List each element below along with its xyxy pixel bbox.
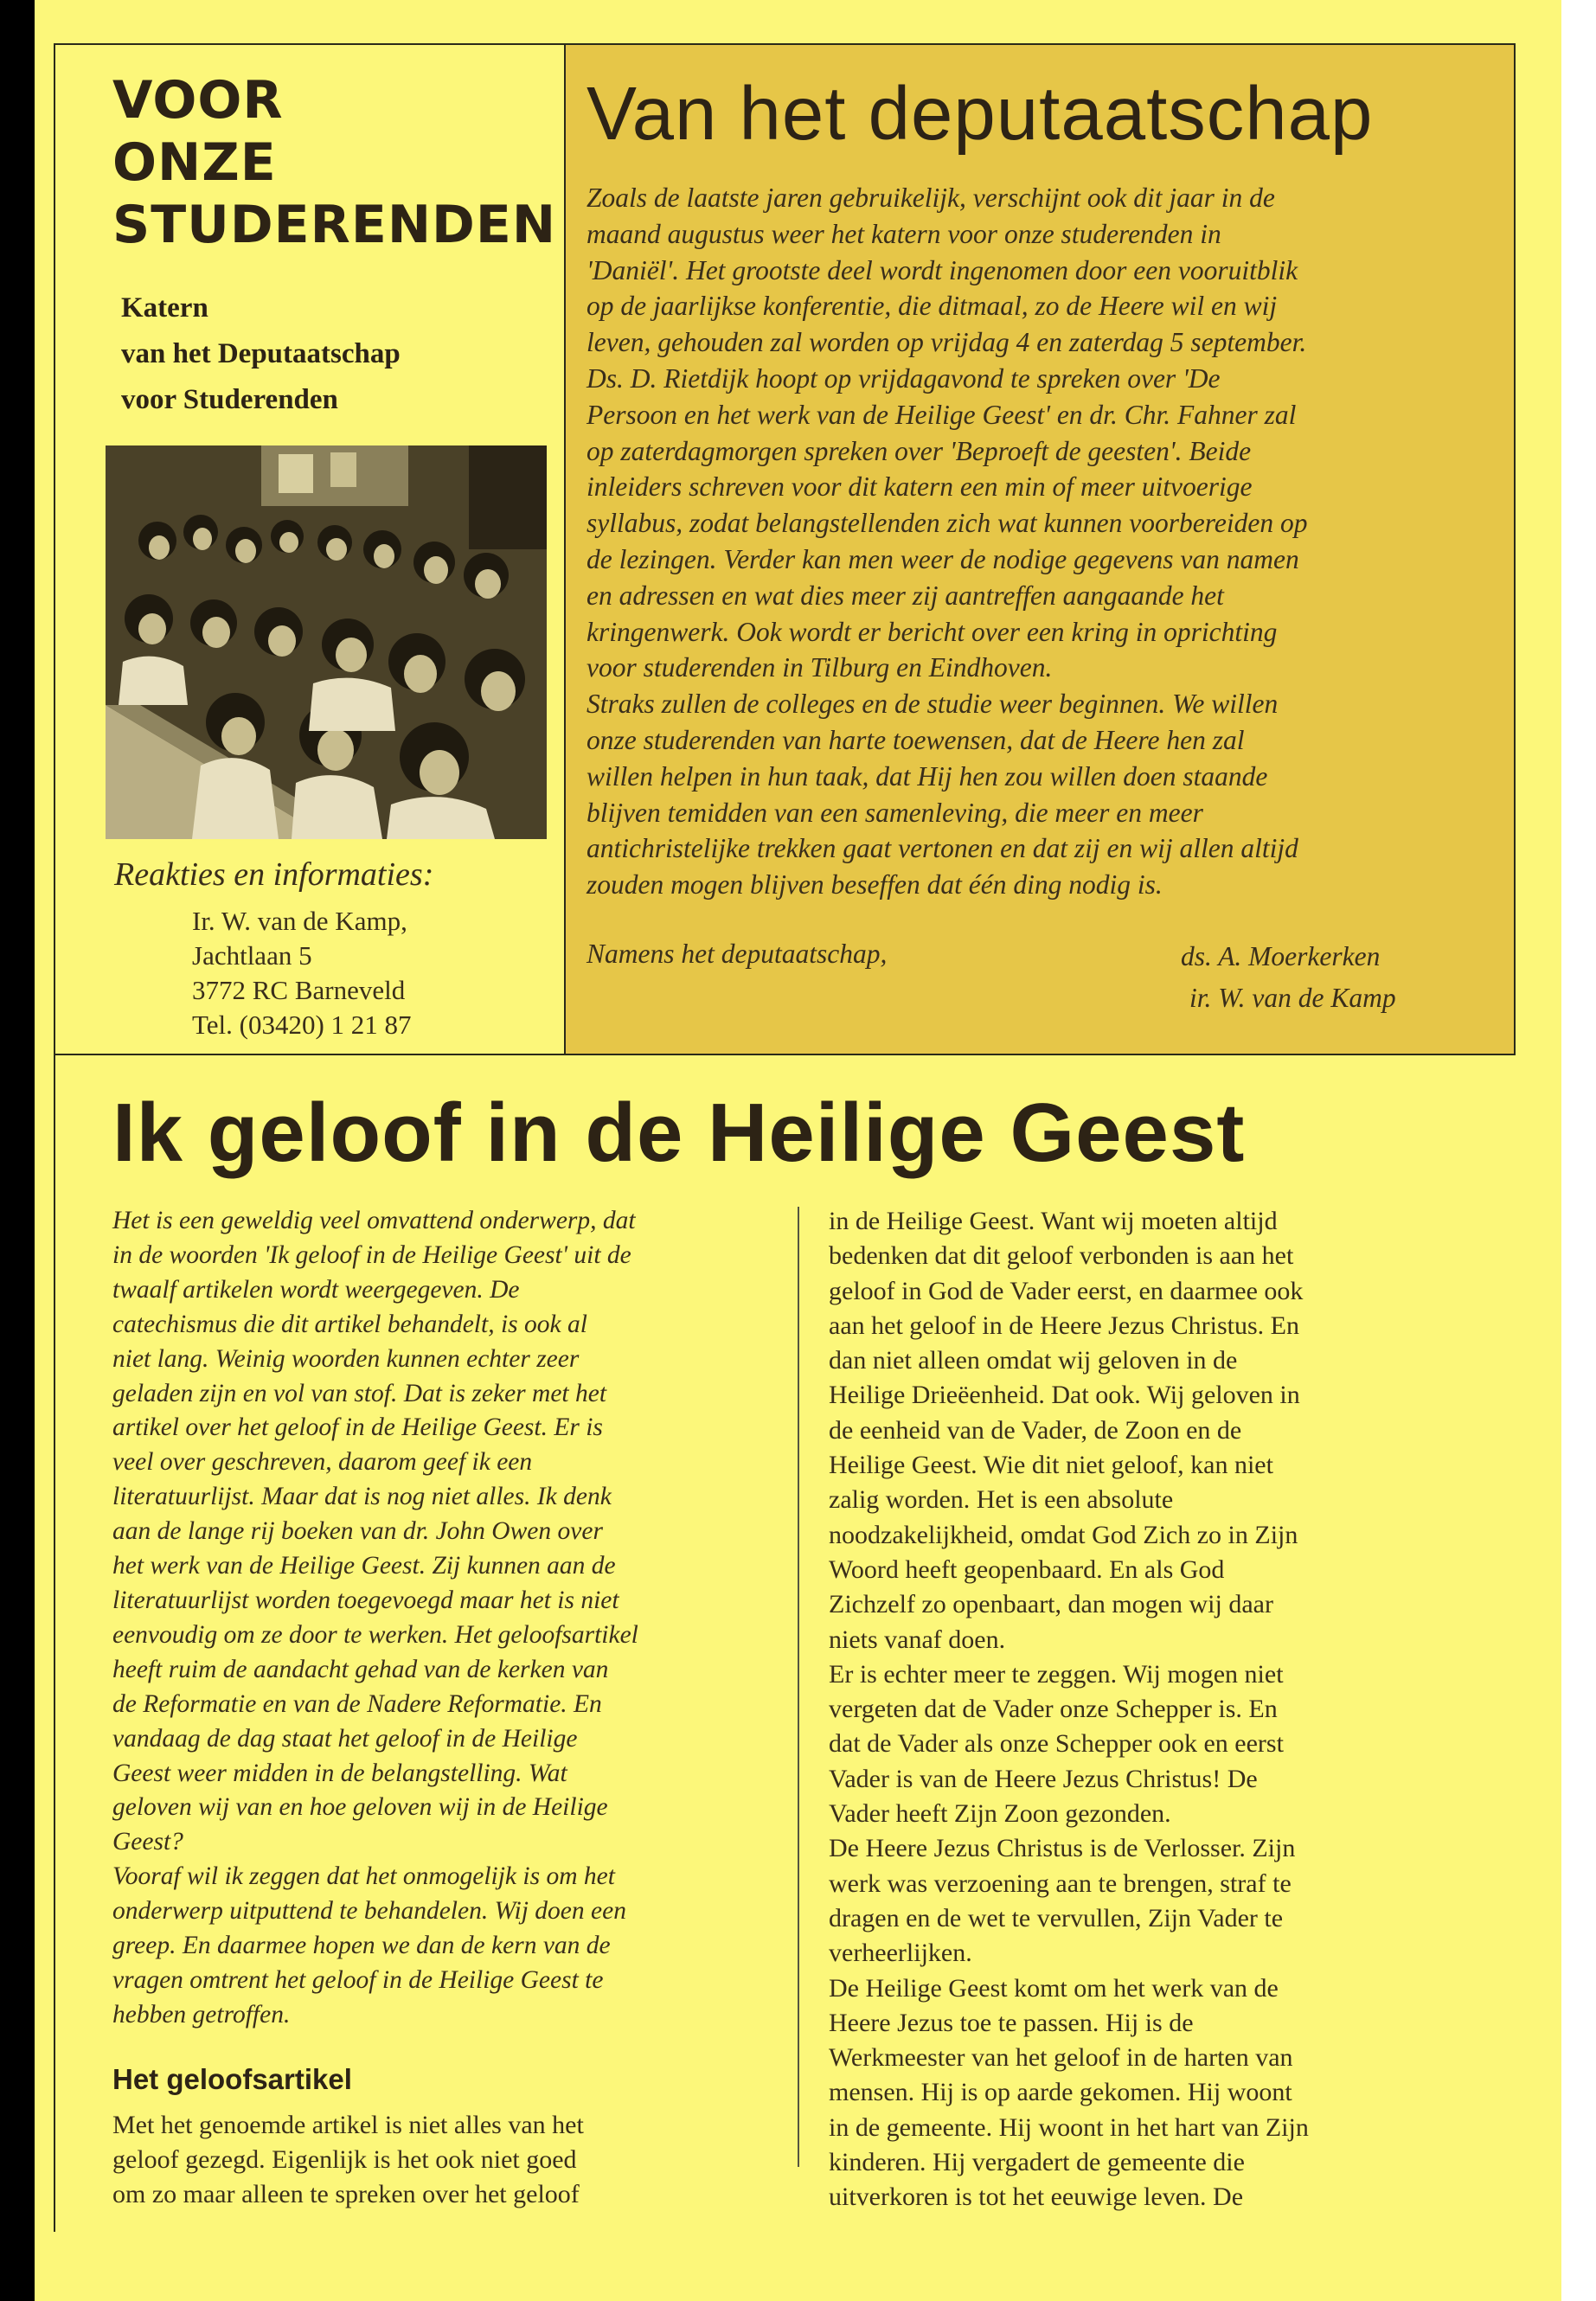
text-line: leven, gehouden zal worden op vrijdag 4 en zaterdag 5 september. xyxy=(586,327,1307,358)
text-line: geloof gezegd. Eigenlijk is het ook niet goed xyxy=(112,2145,577,2174)
text-line: Heilige Geest. Wie dit niet geloof, kan niet xyxy=(829,1451,1273,1480)
text-line: Geest weer midden in de belangstelling. Wat xyxy=(112,1759,567,1787)
text-line: voor studerenden in Tilburg en Eindhoven. xyxy=(586,652,1053,683)
section-heading xyxy=(112,69,557,256)
text-line: Woord heeft geopenbaard. En als God xyxy=(829,1554,1225,1584)
text-line: dat de Vader als onze Schepper ook en eerst xyxy=(829,1729,1284,1759)
text-line: Vooraf wil ik zeggen dat het onmogelijk is om het xyxy=(112,1862,615,1891)
text-line: niet lang. Weinig woorden kunnen echter zeer xyxy=(112,1344,580,1373)
contact-line: Tel. (03420) 1 21 87 xyxy=(192,1009,412,1040)
text-line: inleiders schreven voor dit katern een min of meer uitvoerige xyxy=(586,471,1253,503)
reakties-heading: Reakties en informaties: xyxy=(114,856,434,893)
text-line: de Reformatie en van de Nadere Reformatie. En xyxy=(112,1689,602,1718)
text-line: uitverkoren is tot het eeuwige leven. De xyxy=(829,2182,1244,2212)
katern-line: voor Studerenden xyxy=(121,384,338,415)
text-line: maand augustus weer het katern voor onze studerenden in xyxy=(586,218,1221,249)
signatories xyxy=(1159,936,1505,1019)
text-line: eenvoudig om ze door te werken. Het geloofsartikel xyxy=(112,1620,638,1649)
text-line: geladen zijn en vol van stof. Dat is zeker met het xyxy=(112,1379,607,1407)
text-line: vragen omtrent het geloof in de Heilige Geest te xyxy=(112,1965,604,1994)
text-line: catechismus die dit artikel behandelt, is ook al xyxy=(112,1310,587,1338)
text-line: antichristelijke trekken gaat vertonen en dat zij en wij allen altijd xyxy=(586,833,1298,864)
frame-top-rule xyxy=(54,43,1516,45)
contact-line: Jachtlaan 5 xyxy=(192,940,312,971)
text-line: en adressen en wat dies meer zij aantreffen aangaande het xyxy=(586,580,1224,611)
text-line: Het is een geweldig veel omvattend onderwerp, dat xyxy=(112,1207,636,1234)
text-line: Heilige Drieëenheid. Dat ook. Wij geloven in xyxy=(829,1381,1300,1410)
text-line: op zaterdagmorgen spreken over 'Beproeft de geesten'. Beide xyxy=(586,435,1252,466)
signatory-name: ds. A. Moerkerken xyxy=(1181,941,1381,971)
article-left-text xyxy=(112,2108,787,2212)
deputaatschap-text xyxy=(586,180,1503,903)
katern-label xyxy=(121,285,554,423)
text-line: heeft ruim de aandacht gehad van de kerken van xyxy=(112,1655,609,1683)
text-line: onderwerp uitputtend te behandelen. Wij doen een xyxy=(112,1897,626,1926)
text-line: werk was verzoening aan te brengen, straf te xyxy=(829,1868,1292,1898)
text-line: in de gemeente. Hij woont in het hart van Zijn xyxy=(829,2112,1309,2142)
text-line: Straks zullen de colleges en de studie weer beginnen. We willen xyxy=(586,689,1279,720)
text-line: op de jaarlijkse konferentie, die ditmaal, zo de Heere wil en wij xyxy=(586,291,1278,322)
text-line: literatuurlijst. Maar dat is nog niet alles. Ik denk xyxy=(112,1483,612,1511)
text-line: niets vanaf doen. xyxy=(829,1625,1006,1654)
article-right-column xyxy=(829,1204,1512,2215)
text-line: de eenheid van de Vader, de Zoon en de xyxy=(829,1415,1242,1445)
text-line: zalig worden. Het is een absolute xyxy=(829,1485,1174,1515)
text-line: in de Heilige Geest. Want wij moeten altijd xyxy=(829,1207,1278,1235)
katern-line: Katern xyxy=(121,292,208,324)
text-line: blijven temidden van een samenleving, die meer en meer xyxy=(586,797,1203,828)
text-line: dan niet alleen omdat wij geloven in de xyxy=(829,1346,1238,1375)
deputaatschap-title: Van het deputaatschap xyxy=(586,72,1374,156)
text-line: bedenken dat dit geloof verbonden is aan het xyxy=(829,1241,1294,1271)
text-line: literatuurlijst worden toegevoegd maar het is niet xyxy=(112,1586,619,1614)
text-line: dragen en de wet te vervullen, Zijn Vader te xyxy=(829,1903,1284,1932)
text-line: aan het geloof in de Heere Jezus Christus. En xyxy=(829,1311,1299,1340)
text-line: willen helpen in hun taak, dat Hij hen zou willen doen staande xyxy=(586,760,1268,792)
text-line: Zichzelf zo openbaart, dan mogen wij daar xyxy=(829,1590,1273,1619)
top-column-divider xyxy=(564,43,566,1055)
text-line: Werkmeester van het geloof in de harten van xyxy=(829,2043,1293,2073)
text-line: onze studerenden van harte toewensen, dat de Heere hen zal xyxy=(586,724,1245,755)
text-line: geloof in God de Vader eerst, en daarmee ook xyxy=(829,1276,1304,1305)
frame-left-rule xyxy=(54,43,55,2232)
article-subheading: Het geloofsartikel xyxy=(112,2063,352,2095)
text-line: het werk van de Heilige Geest. Zij kunnen aan de xyxy=(112,1552,616,1580)
heading-line: ONZE xyxy=(112,132,277,193)
heading-line: STUDERENDEN xyxy=(112,195,557,255)
text-line: kinderen. Hij vergadert de gemeente die xyxy=(829,2148,1245,2177)
heading-line: VOOR xyxy=(112,70,284,131)
signature-intro: Namens het deputaatschap, xyxy=(586,939,888,969)
article-intro xyxy=(112,1204,787,2033)
students-photo xyxy=(106,445,547,839)
text-line: in de woorden 'Ik geloof in de Heilige Geest' uit de xyxy=(112,1240,631,1269)
text-line: twaalf artikelen wordt weergegeven. De xyxy=(112,1275,520,1304)
scan-edge-left xyxy=(0,0,35,2301)
text-line: veel over geschreven, daarom geef ik een xyxy=(112,1448,533,1477)
article-title: Ik geloof in de Heilige Geest xyxy=(112,1086,1246,1179)
katern-line: van het Deputaatschap xyxy=(121,338,401,369)
text-line: om zo maar alleen te spreken over het geloof xyxy=(112,2180,580,2208)
text-line: hebben getroffen. xyxy=(112,2000,291,2029)
text-line: aan de lange rij boeken van dr. John Owen over xyxy=(112,1517,603,1546)
text-line: artikel over het geloof in de Heilige Geest. Er is xyxy=(112,1413,603,1442)
text-line: syllabus, zodat belangstellenden zich wat kunnen voorbereiden op xyxy=(586,508,1308,539)
contact-address xyxy=(192,904,555,1042)
text-line: De Heilige Geest komt om het werk van de xyxy=(829,1973,1279,2003)
text-line: zouden mogen blijven beseffen dat één ding nodig is. xyxy=(586,869,1163,901)
text-line: mensen. Hij is op aarde gekomen. Hij woont xyxy=(829,2078,1292,2107)
article-column-divider xyxy=(798,1207,799,2167)
contact-line: Ir. W. van de Kamp, xyxy=(192,906,407,936)
text-line: vandaag de dag staat het geloof in de Heilige xyxy=(112,1724,578,1753)
text-line: kringenwerk. Ook wordt er bericht over een kring in oprichting xyxy=(586,616,1278,647)
text-line: Ds. D. Rietdijk hoopt op vrijdagavond te spreken over 'De xyxy=(586,362,1221,394)
scan-edge-right xyxy=(1561,0,1596,2301)
text-line: geloven wij van en hoe geloven wij in de Heilige xyxy=(112,1793,608,1822)
text-line: noodzakelijkheid, omdat God Zich zo in Zijn xyxy=(829,1520,1298,1549)
text-line: greep. En daarmee hopen we dan de kern van de xyxy=(112,1932,611,1960)
frame-middle-rule xyxy=(54,1054,1516,1055)
text-line: Geest? xyxy=(112,1828,183,1856)
frame-right-rule xyxy=(1514,43,1516,1055)
text-line: verheerlijken. xyxy=(829,1939,972,1968)
text-line: Met het genoemde artikel is niet alles van het xyxy=(112,2111,584,2139)
text-line: Heere Jezus toe te passen. Hij is de xyxy=(829,2008,1194,2037)
text-line: Persoon en het werk van de Heilige Geest' en dr. Chr. Fahner zal xyxy=(586,399,1297,430)
text-line: Vader heeft Zijn Zoon gezonden. xyxy=(829,1799,1171,1829)
text-line: Vader is van de Heere Jezus Christus! De xyxy=(829,1764,1258,1793)
text-line: vergeten dat de Vader onze Schepper is. En xyxy=(829,1695,1278,1724)
text-line: Zoals de laatste jaren gebruikelijk, verschijnt ook dit jaar in de xyxy=(586,183,1275,213)
contact-line: 3772 RC Barneveld xyxy=(192,975,406,1005)
text-line: De Heere Jezus Christus is de Verlosser. Zijn xyxy=(829,1834,1296,1863)
text-line: 'Daniël'. Het grootste deel wordt ingenomen door een vooruitblik xyxy=(586,254,1298,285)
text-line: Er is echter meer te zeggen. Wij mogen niet xyxy=(829,1659,1284,1689)
students-photo-illustration xyxy=(106,445,547,839)
text-line: de lezingen. Verder kan men weer de nodige gegevens van namen xyxy=(586,543,1299,574)
signatory-name: ir. W. van de Kamp xyxy=(1189,983,1396,1013)
